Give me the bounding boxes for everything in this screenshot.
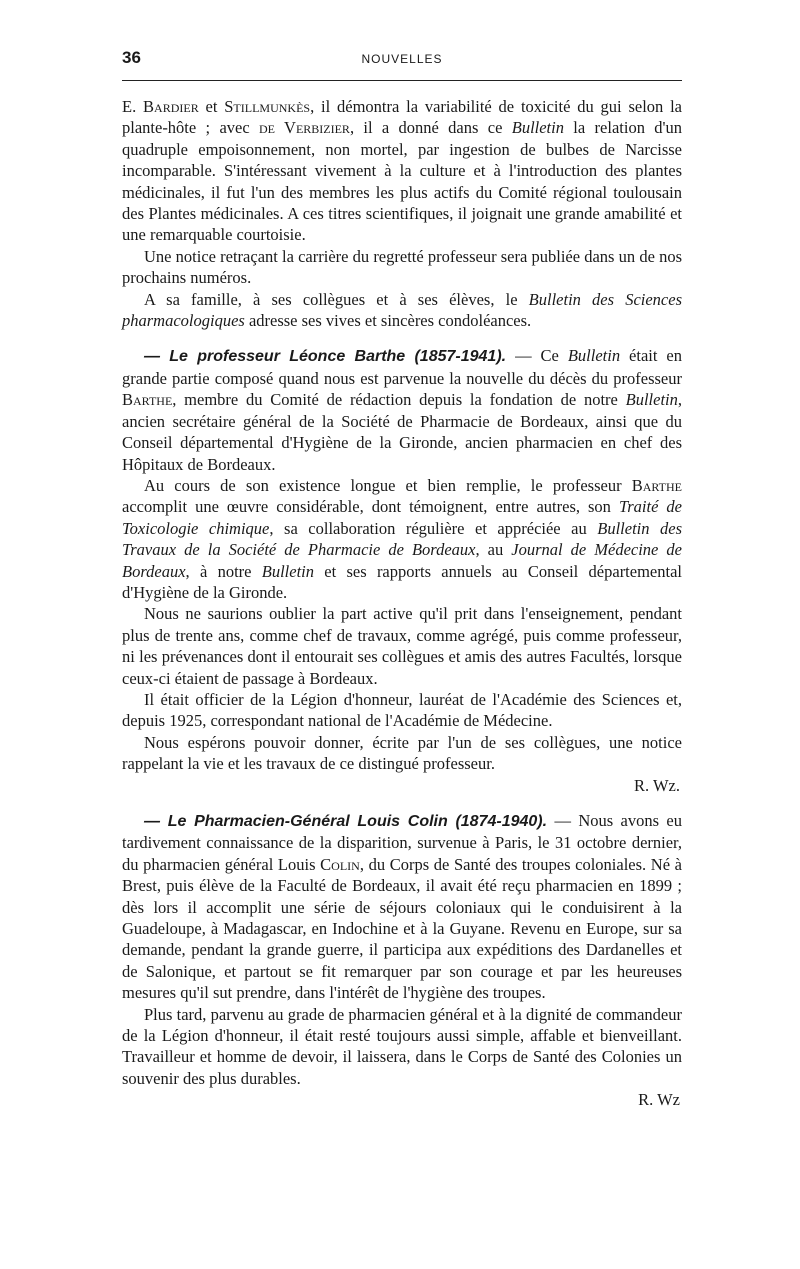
person-name-colin: Colin: [320, 854, 360, 874]
text: , il a donné dans ce: [349, 118, 512, 138]
text: , à notre: [185, 561, 262, 581]
text: — Ce: [506, 346, 568, 366]
text: , sa collaboration régulière et appréciée au: [269, 518, 598, 538]
author-name-bardier: Bardier: [143, 97, 199, 116]
author-name-verbizier: de Verbizier: [259, 118, 350, 138]
section-heading-barthe: — Le professeur Léonce Barthe (1857-1941).: [144, 348, 507, 366]
paragraph-barthe-enseignement: Nous ne saurions oublier la part active qu'il prit dans l'enseignement, pendant plus de trente ans, comme chef de travaux, comme agrégé, puis comme professeur, ni les prévenances dont il entourait ses collègues et amis des autres Facultés, lorsque ceux-ci étaient de passage à Bordeaux.: [122, 604, 682, 688]
paragraph-condoleances: [122, 289, 682, 332]
journal-title: Bulletin: [511, 118, 564, 138]
text: — Nous avons eu tardivement connaissance de la disparition, survenue à Paris, le 31 octobre dernier, du pharmacien général Louis: [122, 811, 683, 874]
signature: R. Wz.: [634, 775, 680, 795]
page-number: 36: [122, 48, 141, 67]
work-title: Journal de Médecine de Bordeaux: [122, 540, 682, 581]
paragraph-barthe-intro: [122, 345, 682, 474]
text: , au: [475, 540, 512, 560]
text: accomplit une œuvre considérable, dont témoignent, entre autres, son: [122, 497, 619, 517]
paragraph-colin-carriere: Plus tard, parvenu au grade de pharmacien général et à la dignité de commandeur de la Légion d'honneur, il était resté toujours aussi simple, affable et bienveillant. Travailleur et homme de devoir, il laissera, dans le Corps de Santé des Colonies un souvenir des plus durables.: [122, 1004, 682, 1088]
work-title: Bulletin: [261, 561, 315, 581]
signature: R. Wz: [638, 1090, 680, 1110]
text: et ses rapports annuels au Conseil départemental d'Hygiène de la Gironde.: [122, 561, 682, 602]
text: Au cours de son existence longue et bien remplie, le professeur: [144, 475, 632, 495]
text: la relation d'un quadruple empoisonnement, non mortel, par ingestion de bulbes de Narcisse incomparable. S'intéressant vivement à la culture et à l'introduction des plantes médicinales, il fut l'un des membres les plus actifs du Comité régional toulousain des Plantes médicinales. A ces titres scientifiques, il joignait une grande amabilité et une remarquable courtoisie.: [122, 118, 682, 245]
text: , il démontra la variabilité de toxicité du gui selon la plante-hôte ; avec: [122, 97, 682, 138]
journal-title: Bulletin: [567, 346, 621, 366]
paragraph-toxicite: [122, 96, 682, 246]
paragraph-barthe-oeuvre: [122, 475, 682, 603]
paragraph-barthe-notice: Nous espérons pouvoir donner, écrite par l'un de ses collègues, une notice rappelant la vie et les travaux de ce distingué professeur.: [122, 732, 682, 774]
person-name-barthe: Barthe: [631, 475, 682, 495]
text: et: [198, 97, 225, 116]
article-body: [122, 96, 682, 1111]
person-name-barthe: Barthe: [122, 390, 173, 410]
text: adresse ses vives et sincères condoléances.: [244, 311, 532, 331]
text: était en grande partie composé quand nous est parvenue la nouvelle du décès du professeur: [122, 346, 682, 388]
running-header: [122, 46, 682, 74]
work-title: Bulletin des Travaux de la Société de Pharmacie de Bordeaux: [122, 518, 683, 560]
section-heading-colin: — Le Pharmacien-Général Louis Colin (1874-1940).: [144, 813, 548, 830]
journal-title: Bulletin des Sciences pharmacologiques: [122, 289, 682, 331]
paragraph-colin-intro: [122, 810, 682, 1004]
section-gap: [122, 331, 682, 345]
author-name-stillmunkes: Stillmunkès: [224, 97, 311, 116]
header-rule: [122, 80, 682, 81]
paragraph-barthe-honneurs: Il était officier de la Légion d'honneur, lauréat de l'Académie des Sciences et, depuis 1925, correspondant national de l'Académie de Médecine.: [122, 689, 682, 731]
text: A sa famille, à ses collègues et à ses élèves, le: [144, 289, 529, 309]
text: , du Corps de Santé des troupes coloniales. Né à Brest, puis élève de la Faculté de Bordeaux, il avait été reçu pharmacien en 1899 ; dès lors il accomplit une série de séjours coloniaux qui le conduisirent à la Guadeloupe, à Madagascar, en Indochine et à la Guyane. Revenu en Europe, sur sa demande, pendant la grande guerre, il participa aux expéditions des Dardanelles et de Salonique, et partout se fit remarquer par son courage et par les heureuses mesures qu'il sut prendre, dans l'intérêt de l'hygiène des troupes.: [122, 854, 682, 1003]
paragraph-notice: Une notice retraçant la carrière du regretté professeur sera publiée dans un de nos prochains numéros.: [122, 246, 682, 288]
running-title: NOUVELLES: [361, 52, 443, 66]
work-title: Traité de Toxicologie chimique: [122, 497, 682, 538]
text: E.: [122, 97, 144, 116]
text: , ancien secrétaire général de la Société de Pharmacie de Bordeaux, ainsi que du Conseil départemental d'Hygiène de la Gironde, ancien pharmacien en chef des Hôpitaux de Bordeaux.: [122, 390, 682, 474]
text: , membre du Comité de rédaction depuis la fondation de notre: [172, 390, 626, 410]
journal-title: Bulletin: [625, 390, 678, 410]
section-gap: [122, 796, 682, 810]
